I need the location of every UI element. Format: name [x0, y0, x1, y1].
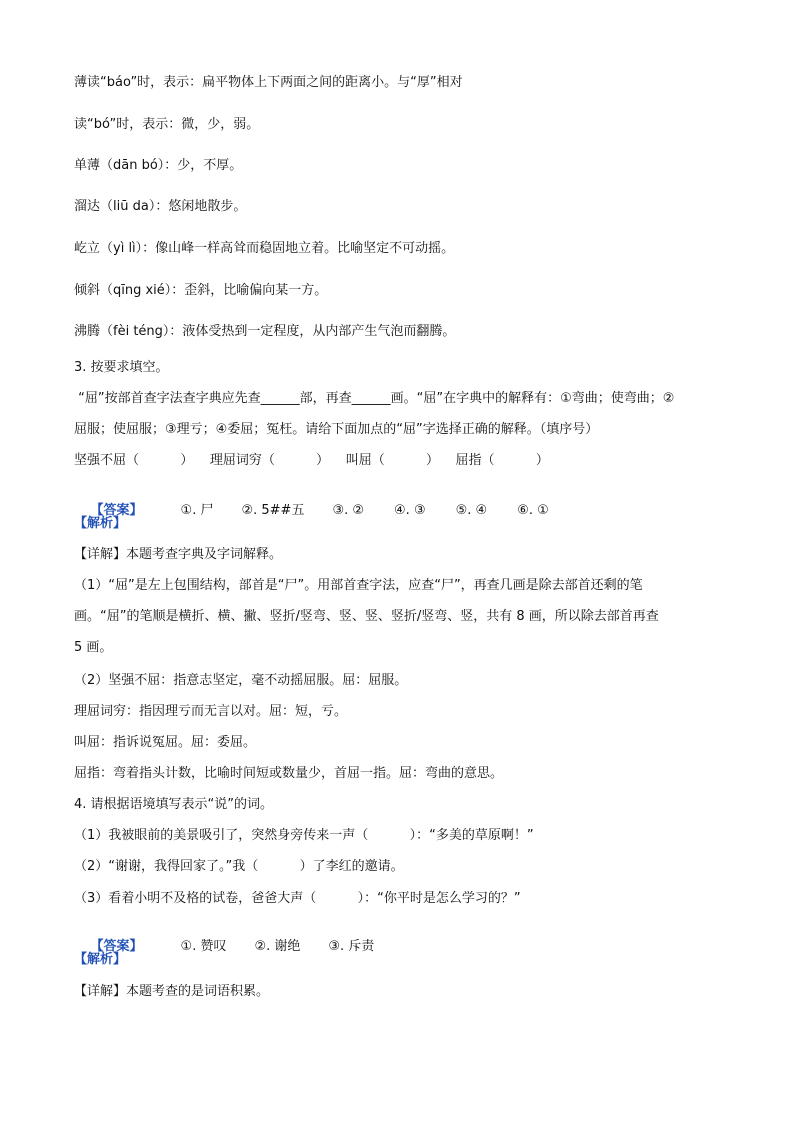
answer-item: ②. 5##五 — [241, 503, 305, 518]
question-4-item: （1）我被眼前的美景吸引了，突然身旁传来一声（ ）：“多美的草原啊！” — [74, 828, 534, 843]
answer-item: ①. 尸 — [180, 503, 214, 518]
question-4-item: （2）“谢谢，我得回家了。”我（ ）了李红的邀请。 — [74, 859, 404, 874]
answer-label: 【答案】 — [90, 503, 143, 518]
definition-line: 溜达（liū da）：悠闲地散步。 — [74, 199, 247, 214]
detail-label: 【详解】 — [74, 984, 127, 999]
answer-item: ③. ② — [332, 503, 365, 518]
explanation-line: （1）“屈”是左上包围结构，部首是“尸”。用部首查字法，应查“尸”，再查几画是除去部首还剩的笔 — [74, 578, 643, 593]
question-3-title: 3. 按要求填空。 — [74, 360, 169, 375]
explanation-line: （2）坚强不屈：指意志坚定，毫不动摇屈服。屈：屈服。 — [74, 673, 408, 688]
detail-line — [74, 983, 269, 1001]
detail-text: 本题考查字典及字词解释。 — [126, 547, 283, 562]
explanation-line: 5 画。 — [74, 640, 113, 655]
explanation-line: 叫屈：指诉说冤屈。屈：委屈。 — [74, 735, 257, 750]
question-3-blanks: 坚强不屈（ ） 理屈词穷（ ） 叫屈（ ） 屈指（ ） — [74, 453, 549, 468]
answer-item: ④. ③ — [394, 503, 426, 518]
answer-item: ⑤. ④ — [455, 503, 488, 518]
definition-line: 薄读“báo”时，表示：扁平物体上下两面之间的距离小。与“厚”相对 — [74, 75, 463, 90]
explanation-line: 理屈词穷：指因理亏而无言以对。屈：短，亏。 — [74, 704, 348, 719]
definition-line: 倾斜（qīng xié）：歪斜，比喻偏向某一方。 — [74, 283, 328, 298]
answer-item: ②. 谢绝 — [254, 939, 301, 954]
analysis-label: 【解析】 — [74, 516, 127, 531]
definition-line: 读“bó”时，表示：微，少，弱。 — [74, 117, 260, 132]
detail-label: 【详解】 — [74, 547, 127, 562]
analysis-label: 【解析】 — [74, 952, 127, 967]
question-3-text: “屈”按部首查字法查字典应先查______部，再查______画。“屈”在字典中的解释有：①弯曲；使弯曲；② — [74, 391, 675, 406]
definition-line: 屹立（yì lì）：像山峰一样高耸而稳固地立着。比喻坚定不可动摇。 — [74, 241, 455, 256]
answer-item: ①. 赞叹 — [180, 939, 227, 954]
answer-label: 【答案】 — [90, 939, 143, 954]
definition-line: 单薄（dān bó）：少，不厚。 — [74, 158, 243, 173]
question-4-title: 4. 请根据语境填写表示“说”的词。 — [74, 797, 274, 812]
answer-item: ⑥. ① — [517, 503, 549, 518]
detail-line — [74, 546, 282, 564]
explanation-line: 屈指：弯着指头计数，比喻时间短或数量少，首屈一指。屈：弯曲的意思。 — [74, 766, 504, 781]
question-4-item: （3）看着小明不及格的试卷，爸爸大声（ ）：“你平时是怎么学习的？” — [74, 891, 521, 906]
definition-line: 沸腾（fèi téng）：液体受热到一定程度，从内部产生气泡而翻腾。 — [74, 324, 456, 339]
question-3-text: 屈服；使屈服；③理亏；④委屈；冤枉。请给下面加点的“屈”字选择正确的解释。（填序号） — [74, 422, 599, 437]
detail-text: 本题考查的是词语积累。 — [126, 984, 270, 999]
explanation-line: 画。“屈”的笔顺是横折、横、撇、竖折/竖弯、竖、竖、竖折/竖弯、竖，共有 8 画，所以除去部首再查 — [74, 609, 659, 624]
answer-item: ③. 斥责 — [328, 939, 375, 954]
question-3-answer — [74, 484, 549, 538]
